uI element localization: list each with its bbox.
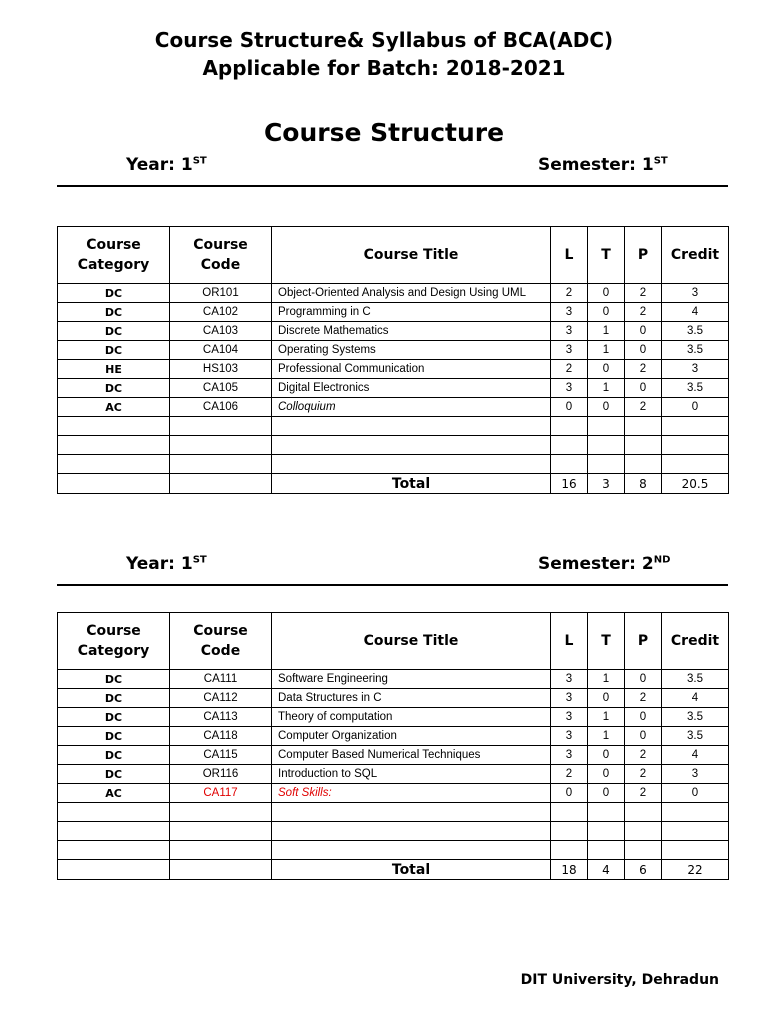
cell-t: 0 [588, 784, 625, 803]
cell-category: DC [58, 341, 170, 360]
total-l: 16 [551, 474, 588, 494]
cell-code: CA105 [170, 379, 272, 398]
total-t: 3 [588, 474, 625, 494]
cell-l: 2 [551, 360, 588, 379]
cell-credit: 3 [662, 360, 729, 379]
cell-p: 2 [625, 784, 662, 803]
divider-sem1 [57, 185, 728, 187]
table-row [58, 670, 729, 689]
document-title: Course Structure& Syllabus of BCA(ADC) [154, 28, 614, 52]
cell-l: 3 [551, 689, 588, 708]
cell-l: 3 [551, 670, 588, 689]
cell-credit: 3.5 [662, 727, 729, 746]
cell-title: Theory of computation [272, 708, 551, 727]
cell-category: DC [58, 670, 170, 689]
cell-p: 2 [625, 398, 662, 417]
cell-t: 1 [588, 341, 625, 360]
cell-p: 2 [625, 303, 662, 322]
cell-code: CA117 [170, 784, 272, 803]
table-row [58, 765, 729, 784]
header-credit: Credit [662, 227, 729, 284]
cell-p: 2 [625, 284, 662, 303]
cell-category: DC [58, 284, 170, 303]
year-label-sem2: Year: 1ST [126, 554, 207, 574]
cell-l: 2 [551, 284, 588, 303]
total-l: 18 [551, 860, 588, 880]
cell-p: 0 [625, 322, 662, 341]
cell-title: Professional Communication [272, 360, 551, 379]
header-l: L [551, 613, 588, 670]
cell-l: 3 [551, 341, 588, 360]
table-header [58, 613, 729, 670]
cell-title: Introduction to SQL [272, 765, 551, 784]
total-credit: 20.5 [662, 474, 729, 494]
cell-title: Computer Based Numerical Techniques [272, 746, 551, 765]
cell-l: 3 [551, 322, 588, 341]
cell-p: 2 [625, 765, 662, 784]
empty-row [58, 417, 729, 436]
cell-p: 0 [625, 708, 662, 727]
cell-p: 2 [625, 360, 662, 379]
cell-code: CA118 [170, 727, 272, 746]
total-credit: 22 [662, 860, 729, 880]
cell-t: 1 [588, 670, 625, 689]
cell-title: Object-Oriented Analysis and Design Using UML [272, 284, 551, 303]
cell-title: Colloquium [272, 398, 551, 417]
empty-row [58, 841, 729, 860]
cell-t: 0 [588, 689, 625, 708]
cell-code: CA102 [170, 303, 272, 322]
cell-l: 0 [551, 784, 588, 803]
cell-p: 2 [625, 689, 662, 708]
header-code: Course Code [170, 227, 272, 284]
cell-l: 0 [551, 398, 588, 417]
cell-p: 0 [625, 379, 662, 398]
cell-credit: 3 [662, 284, 729, 303]
empty-row [58, 436, 729, 455]
cell-category: AC [58, 784, 170, 803]
table-row [58, 379, 729, 398]
header-title: Course Title [272, 613, 551, 670]
table-row [58, 398, 729, 417]
cell-category: AC [58, 398, 170, 417]
table-header [58, 227, 729, 284]
cell-category: DC [58, 765, 170, 784]
cell-title: Digital Electronics [272, 379, 551, 398]
cell-credit: 3.5 [662, 341, 729, 360]
cell-code: CA113 [170, 708, 272, 727]
cell-credit: 0 [662, 398, 729, 417]
cell-category: DC [58, 379, 170, 398]
header-category: Course Category [58, 613, 170, 670]
cell-p: 0 [625, 341, 662, 360]
table-row [58, 689, 729, 708]
batch-subtitle: Applicable for Batch: 2018-2021 [202, 56, 566, 80]
cell-category: DC [58, 689, 170, 708]
total-t: 4 [588, 860, 625, 880]
header-t: T [588, 227, 625, 284]
cell-title: Software Engineering [272, 670, 551, 689]
cell-t: 1 [588, 379, 625, 398]
cell-title: Soft Skills: [272, 784, 551, 803]
cell-code: CA112 [170, 689, 272, 708]
cell-l: 3 [551, 379, 588, 398]
section-title: Course Structure [263, 118, 505, 147]
cell-credit: 3.5 [662, 708, 729, 727]
cell-title: Data Structures in C [272, 689, 551, 708]
empty-row [58, 803, 729, 822]
cell-credit: 3.5 [662, 322, 729, 341]
empty-row [58, 822, 729, 841]
table-row [58, 341, 729, 360]
cell-code: CA106 [170, 398, 272, 417]
cell-t: 0 [588, 398, 625, 417]
cell-credit: 3.5 [662, 379, 729, 398]
table-row [58, 784, 729, 803]
cell-t: 0 [588, 765, 625, 784]
cell-credit: 4 [662, 746, 729, 765]
cell-code: CA115 [170, 746, 272, 765]
table-row [58, 284, 729, 303]
cell-p: 2 [625, 746, 662, 765]
cell-credit: 4 [662, 689, 729, 708]
cell-t: 1 [588, 322, 625, 341]
cell-t: 0 [588, 303, 625, 322]
table-row [58, 746, 729, 765]
total-p: 6 [625, 860, 662, 880]
cell-l: 3 [551, 727, 588, 746]
table-row [58, 303, 729, 322]
cell-category: DC [58, 727, 170, 746]
course-table-sem2 [57, 612, 729, 880]
cell-title: Operating Systems [272, 341, 551, 360]
cell-category: DC [58, 322, 170, 341]
header-credit: Credit [662, 613, 729, 670]
cell-l: 3 [551, 303, 588, 322]
year-label-sem1: Year: 1ST [126, 155, 207, 175]
total-label: Total [272, 860, 551, 880]
total-row [58, 860, 729, 880]
cell-credit: 4 [662, 303, 729, 322]
cell-title: Computer Organization [272, 727, 551, 746]
cell-code: OR116 [170, 765, 272, 784]
divider-sem2 [57, 584, 728, 586]
cell-category: DC [58, 303, 170, 322]
table-row [58, 360, 729, 379]
semester-label-sem1: Semester: 1ST [538, 155, 668, 175]
cell-code: CA104 [170, 341, 272, 360]
header-l: L [551, 227, 588, 284]
cell-title: Programming in C [272, 303, 551, 322]
total-label: Total [272, 474, 551, 494]
cell-l: 3 [551, 708, 588, 727]
cell-title: Discrete Mathematics [272, 322, 551, 341]
semester-label-sem2: Semester: 2ND [538, 554, 671, 574]
cell-p: 0 [625, 727, 662, 746]
cell-code: CA103 [170, 322, 272, 341]
cell-category: DC [58, 708, 170, 727]
empty-row [58, 455, 729, 474]
header-title: Course Title [272, 227, 551, 284]
cell-credit: 0 [662, 784, 729, 803]
cell-t: 1 [588, 708, 625, 727]
cell-t: 1 [588, 727, 625, 746]
cell-code: OR101 [170, 284, 272, 303]
cell-l: 3 [551, 746, 588, 765]
header-p: P [625, 613, 662, 670]
total-row [58, 474, 729, 494]
cell-code: CA111 [170, 670, 272, 689]
cell-code: HS103 [170, 360, 272, 379]
cell-t: 0 [588, 284, 625, 303]
cell-credit: 3.5 [662, 670, 729, 689]
cell-l: 2 [551, 765, 588, 784]
table-row [58, 727, 729, 746]
course-table-sem1 [57, 226, 729, 494]
cell-t: 0 [588, 360, 625, 379]
header-t: T [588, 613, 625, 670]
header-category: Course Category [58, 227, 170, 284]
cell-credit: 3 [662, 765, 729, 784]
cell-p: 0 [625, 670, 662, 689]
university-footer: DIT University, Dehradun [520, 972, 719, 988]
table-row [58, 322, 729, 341]
header-p: P [625, 227, 662, 284]
total-p: 8 [625, 474, 662, 494]
cell-category: DC [58, 746, 170, 765]
cell-category: HE [58, 360, 170, 379]
cell-t: 0 [588, 746, 625, 765]
header-code: Course Code [170, 613, 272, 670]
table-row [58, 708, 729, 727]
